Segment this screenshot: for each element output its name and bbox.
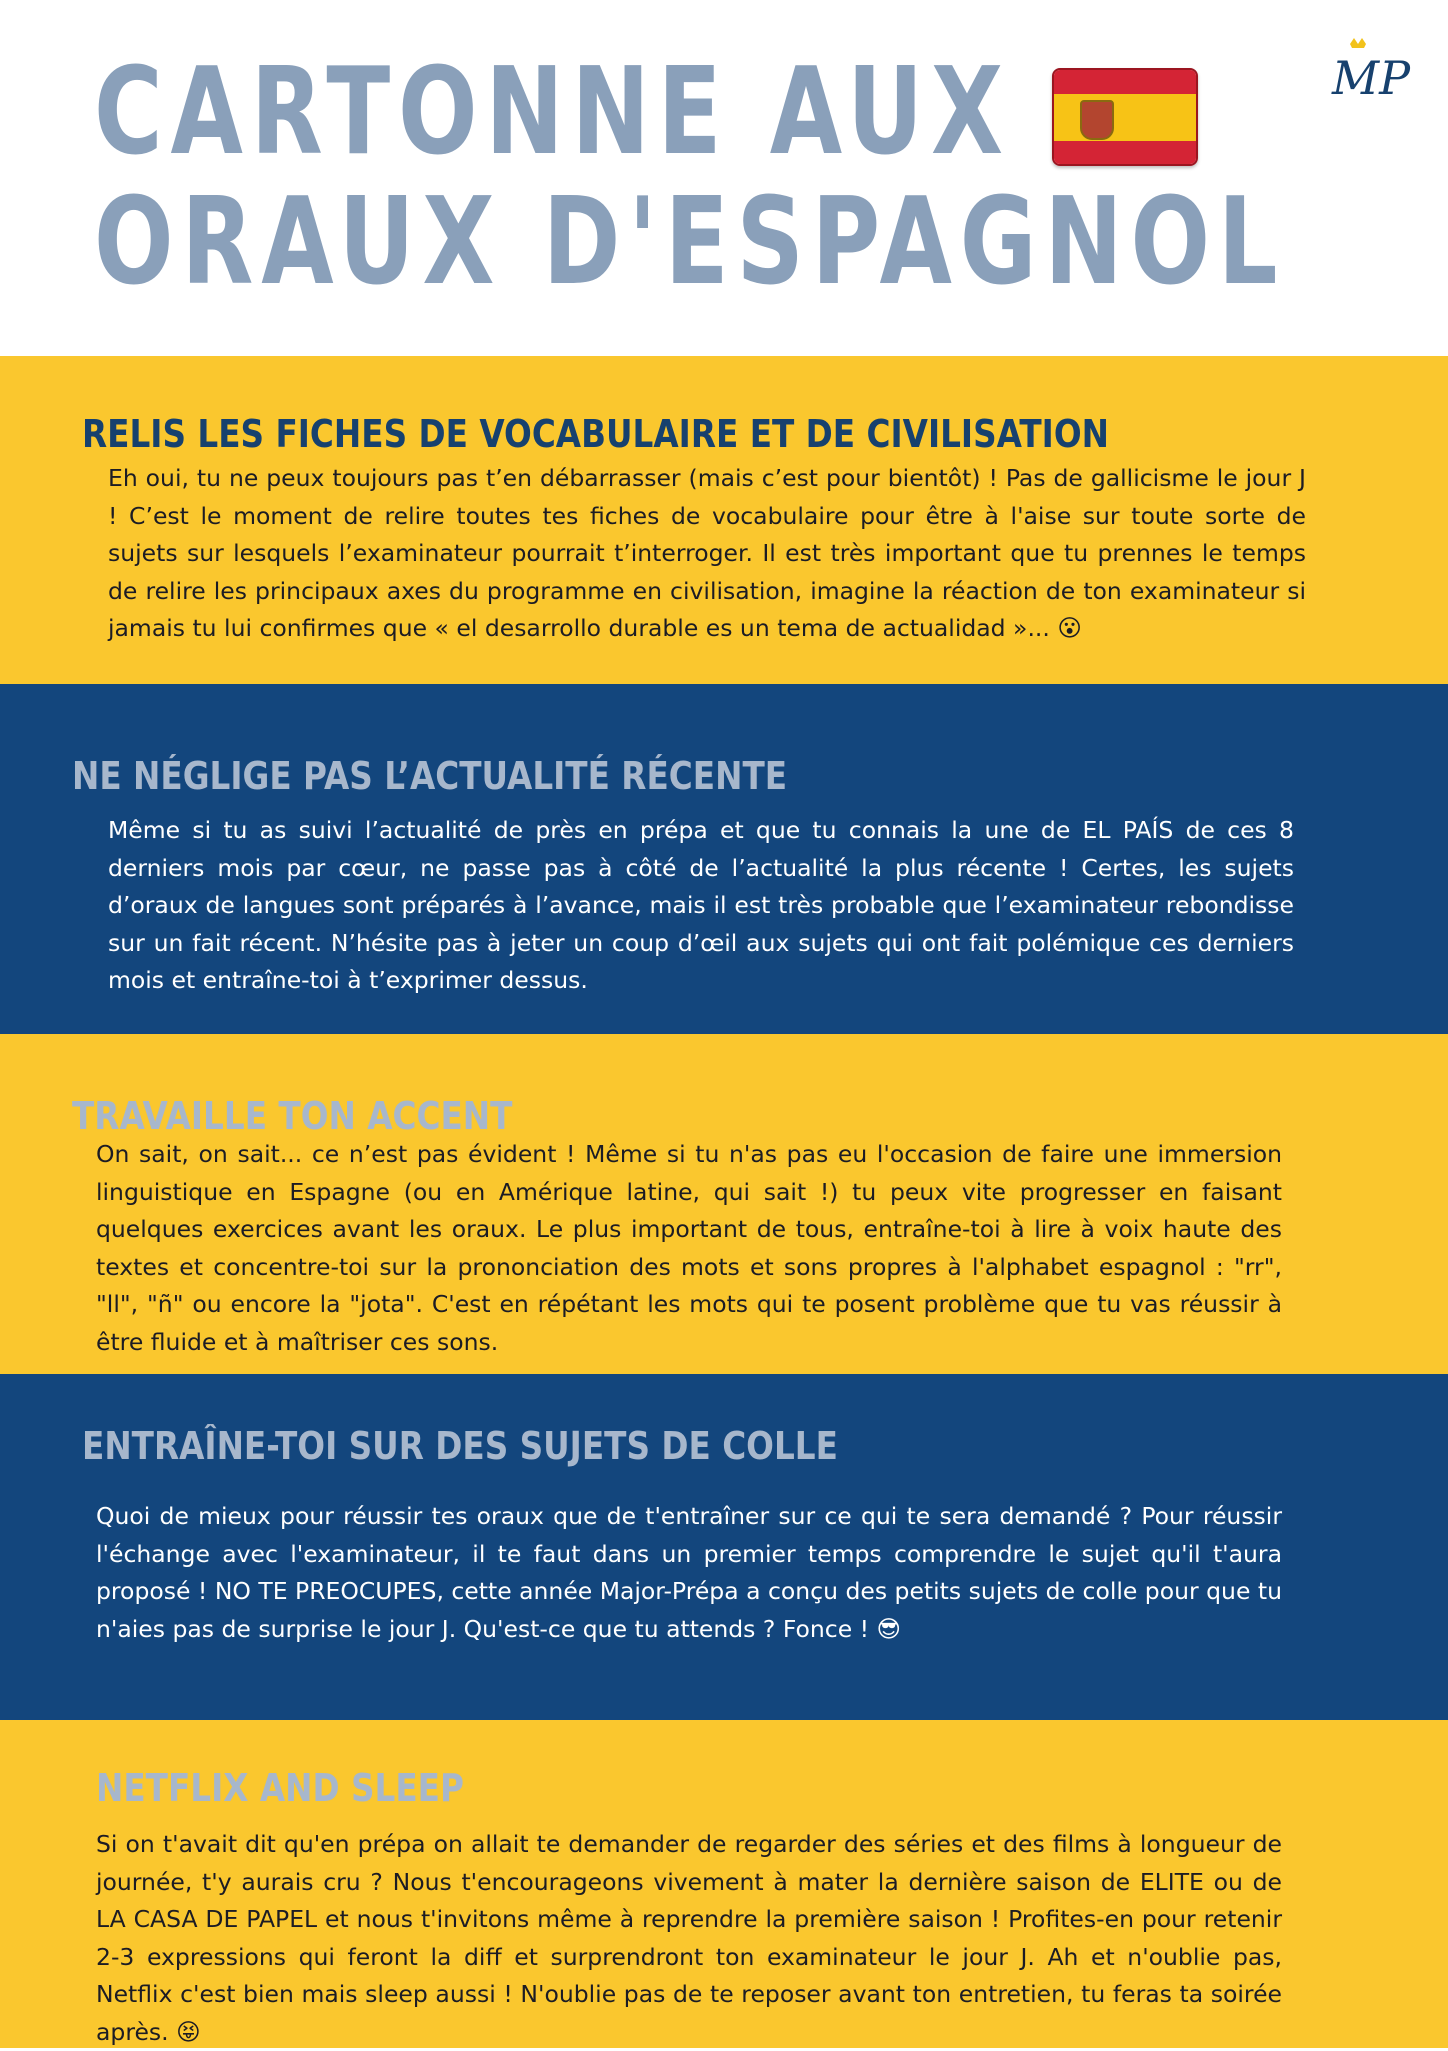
section-body: On sait, on sait... ce n’est pas évident ! Même si tu n'as pas eu l'occasion de faire une immersion linguistique en Espagne (ou en Amérique latine, qui sait !) tu peux vite progresser en faisant quelques exercices avant les oraux. Le plus important de tous, entraîne-toi à lire à voix haute des textes et concentre-toi sur la prononciation des mots et sons propres à l'alphabet espagnol : "rr", "ll", "ñ" ou encore la "jota". C'est en répétant les mots qui te posent problème que tu vas réussir à être fluide et à maîtriser ces sons. — [96, 1140, 1282, 1356]
section-body: Même si tu as suivi l’actualité de près en prépa et que tu connais la une de EL PAÍS de ces 8 derniers mois par cœur, ne passe pas à côté de l’actualité la plus récente ! Certes, les sujets d’oraux de langues sont préparés à l’avance, mais il est très probable que l’examinateur rebondisse sur un fait récent. N’hésite pas à jeter un coup d’œil aux sujets qui ont fait polémique ces derniers mois et entraîne-toi à t’exprimer dessus. — [108, 816, 1294, 994]
section-body: Quoi de mieux pour réussir tes oraux que de t'entraîner sur ce qui te sera demandé ? Pour réussir l'échange avec l'examinateur, il te faut dans un premier temps comprendre le sujet qu'il t'aura proposé ! NO TE PREOCUPES, cette année Major-Prépa a conçu des petits sujets de colle pour que tu n'aies pas de surprise le jour J. Qu'est-ce que tu attends ? Fonce ! 😎 — [96, 1502, 1282, 1643]
section-accent — [0, 1034, 1448, 1374]
header — [0, 0, 1448, 356]
section-vocabulary — [0, 356, 1448, 684]
main-title-line-2: ORAUX D'ESPAGNOL — [94, 173, 1286, 312]
section-body: Si on t'avait dit qu'en prépa on allait te demander de regarder des séries et des films à longueur de journée, t'y aurais cru ? Nous t'encourageons vivement à mater la dernière saison de ELITE ou de LA CASA DE PAPEL et nous t'invitons même à reprendre la première saison ! Profites-en pour retenir 2-3 expressions qui feront la diff et surprendront ton examinateur le jour J. Ah et n'oublie pas, Netflix c'est bien mais sleep aussi ! N'oublie pas de te reposer avant ton entretien, tu feras ta soirée après. 😝 — [96, 1830, 1282, 2046]
section-practice — [0, 1374, 1448, 1720]
section-title: ENTRAÎNE-TOI SUR DES SUJETS DE COLLE — [82, 1424, 838, 1468]
logo-text: MP — [1332, 51, 1411, 105]
section-title: NE NÉGLIGE PAS L’ACTUALITÉ RÉCENTE — [72, 754, 788, 798]
section-title: TRAVAILLE TON ACCENT — [72, 1094, 513, 1138]
spain-flag-icon — [1052, 68, 1198, 166]
main-title-line-1: CARTONNE AUX — [94, 43, 1011, 182]
section-title: NETFLIX AND SLEEP — [96, 1766, 464, 1810]
coat-of-arms-icon — [1080, 100, 1114, 140]
section-news — [0, 684, 1448, 1034]
section-netflix — [0, 1720, 1448, 2048]
major-prepa-logo — [1328, 36, 1418, 106]
section-title: RELIS LES FICHES DE VOCABULAIRE ET DE CIVILISATION — [82, 412, 1109, 456]
section-body: Eh oui, tu ne peux toujours pas t’en débarrasser (mais c’est pour bientôt) ! Pas de gallicisme le jour J ! C’est le moment de relire toutes tes fiches de vocabulaire pour être à l'aise sur toute sorte de sujets sur lesquels l’examinateur pourrait t’interroger. Il est très important que tu prennes le temps de relire les principaux axes du programme en civilisation, imagine la réaction de ton examinateur si jamais tu lui confirmes que « el desarrollo durable es un tema de actualidad »... 😮 — [108, 464, 1306, 642]
